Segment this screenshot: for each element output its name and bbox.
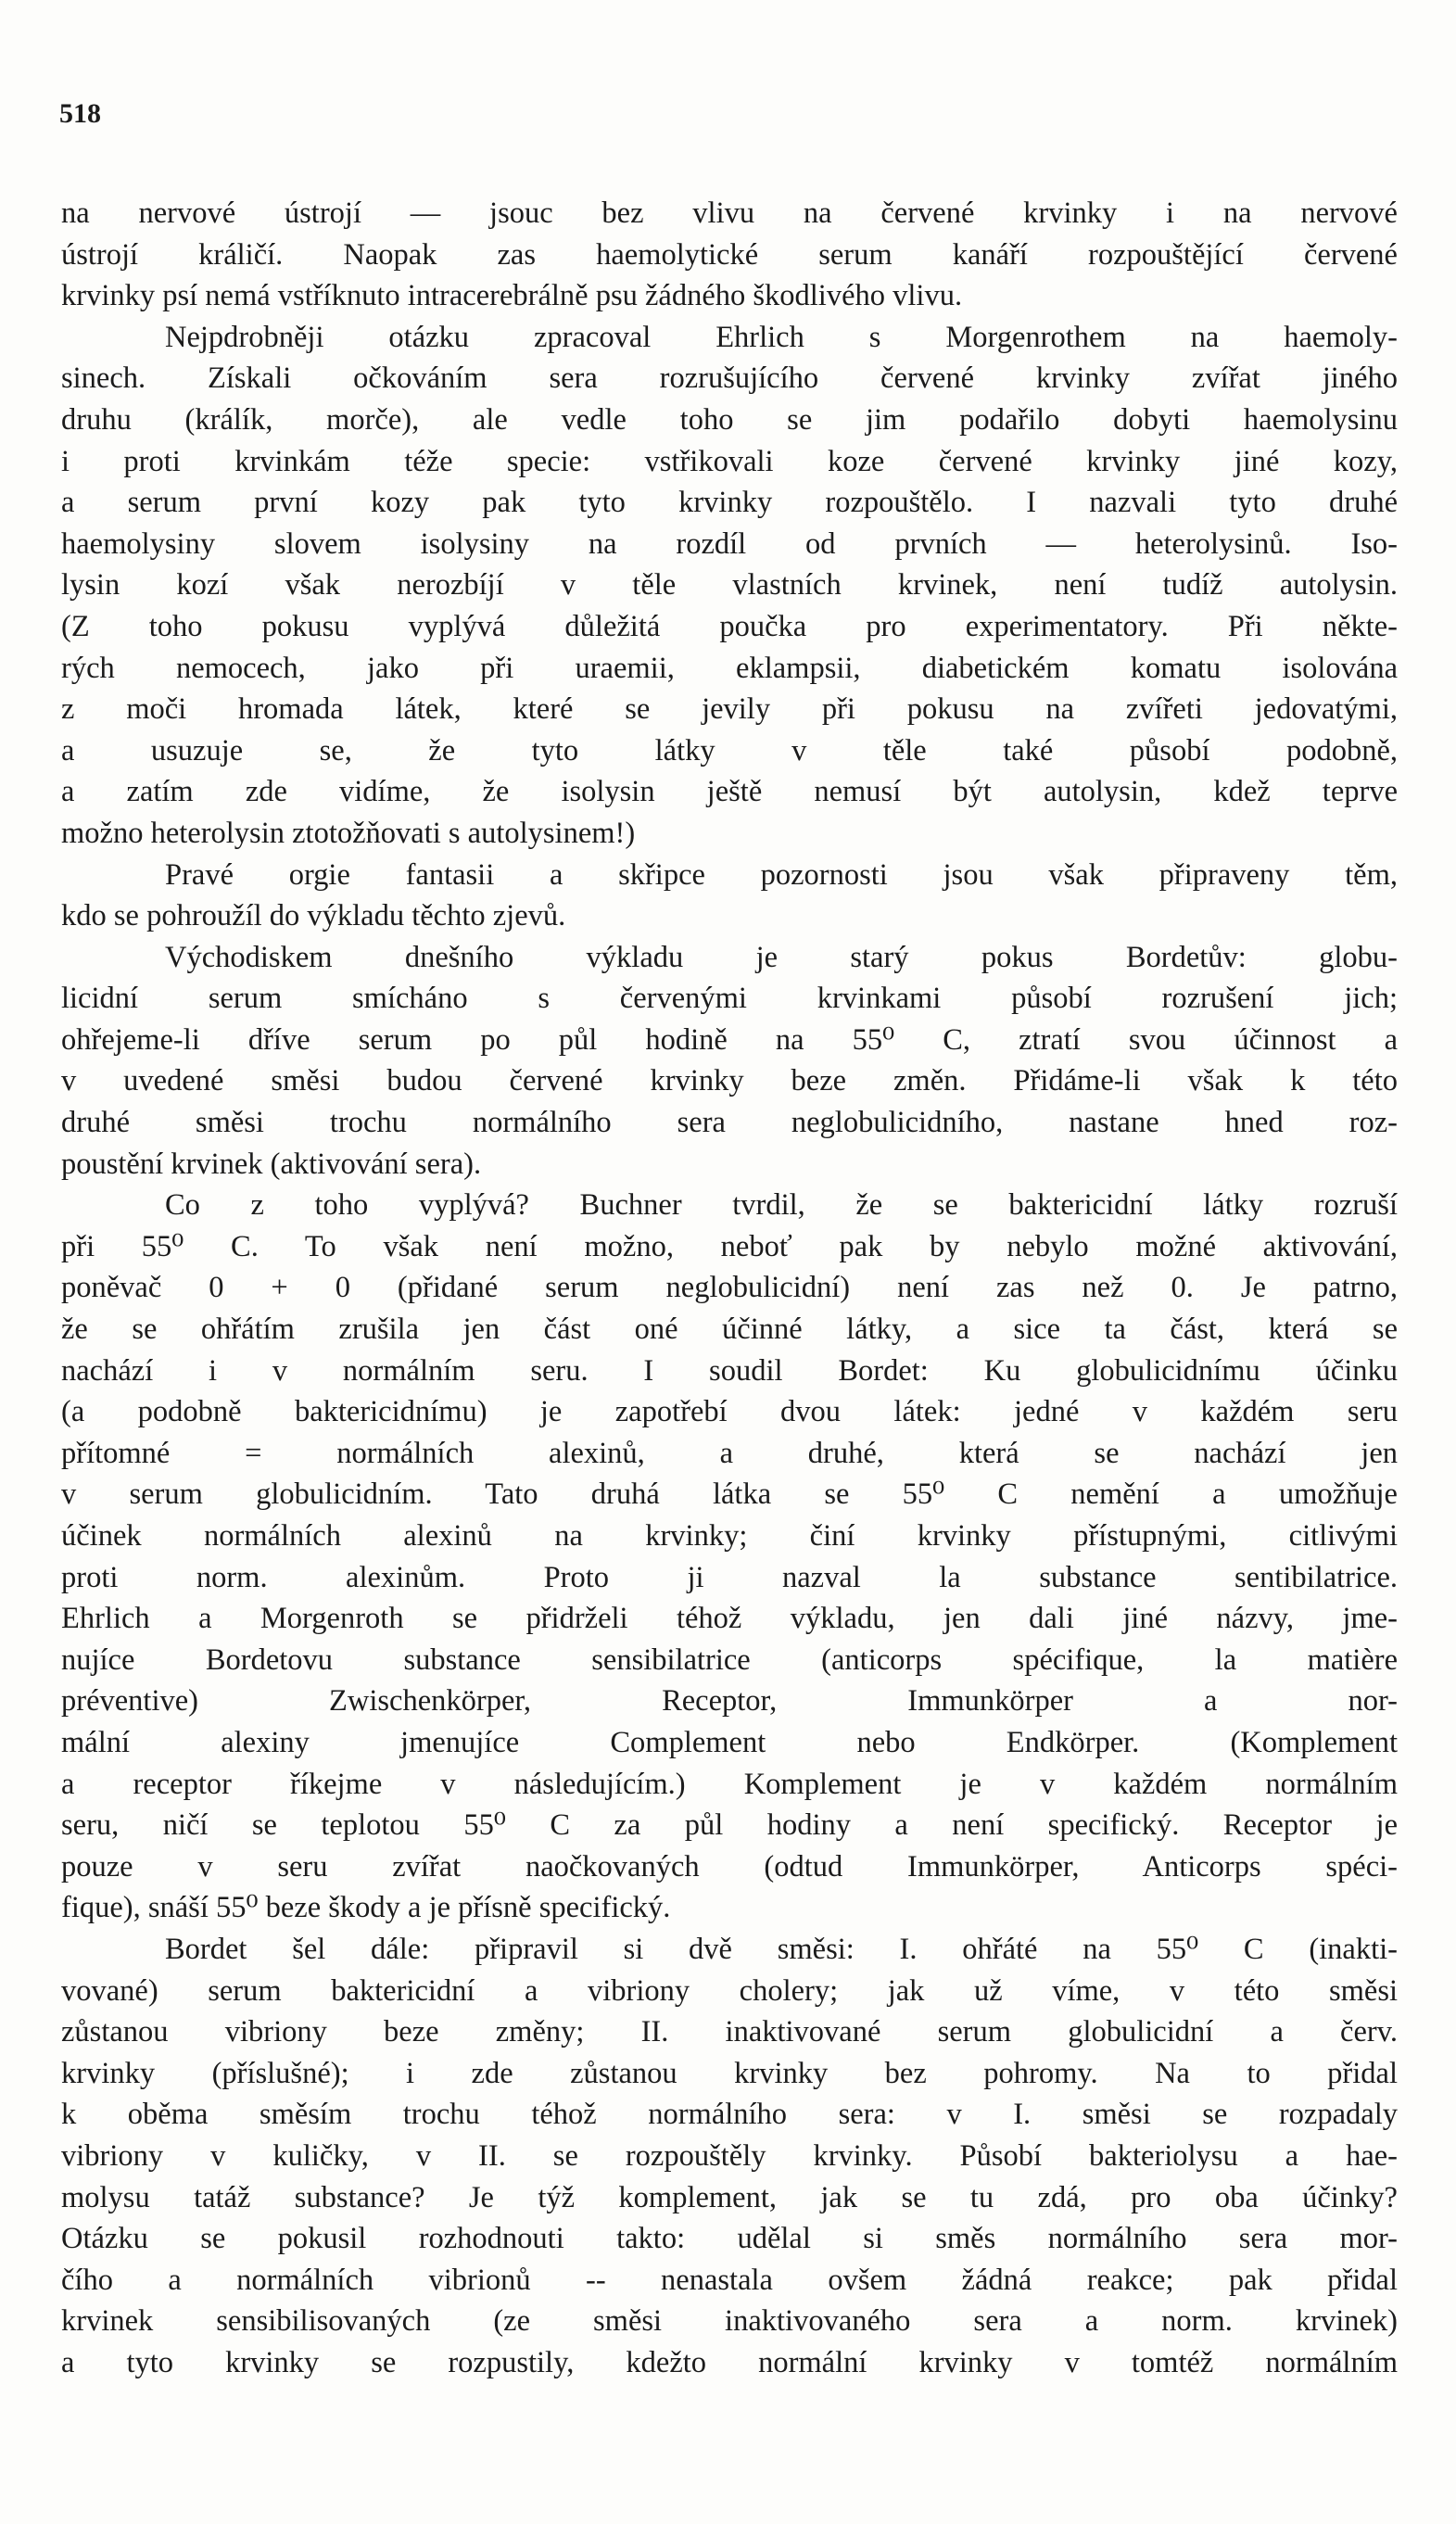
text-line: že se ohřátím zrušila jen část oné účinné látky, a sice ta část, která se: [61, 1313, 1398, 1347]
text-line: krvinky psí nemá vstříknuto intracerebrálně psu žádného škodlivého vlivu.: [61, 279, 963, 313]
text-line: préventive) Zwischenkörper, Receptor, Immunkörper a nor-: [61, 1684, 1398, 1719]
text-line: a usuzuje se, že tyto látky v těle také působí podobně,: [61, 733, 1398, 767]
text-line: zůstanou vibriony beze změny; II. inaktivované serum globulicidní a červ.: [61, 2015, 1398, 2049]
text-line: poustění krvinek (aktivování sera).: [61, 1147, 482, 1181]
text-line: čího a normálních vibrionů -- nenastala ovšem žádná reakce; pak přidal: [61, 2263, 1398, 2297]
text-line: (Z toho pokusu vyplývá důležitá poučka pro experimentatory. Při někte-: [61, 609, 1398, 643]
text-line: vibriony v kuličky, v II. se rozpouštěly krvinky. Působí bakteriolysu a hae-: [61, 2138, 1398, 2173]
text-line: Východiskem dnešního výkladu je starý pokus Bordetův: globu-: [165, 940, 1398, 974]
text-line: možno heterolysin ztotožňovati s autolysinem!): [61, 816, 636, 850]
text-line: Pravé orgie fantasii a skřipce pozornosti jsou však připraveny těm,: [165, 857, 1398, 892]
text-line: účinek normálních alexinů na krvinky; činí krvinky přístupnými, citlivými: [61, 1519, 1398, 1553]
text-line: ústrojí králičí. Naopak zas haemolytické serum kanáří rozpouštějící červené: [61, 237, 1398, 272]
text-line: krvinek sensibilisovaných (ze směsi inaktivovaného sera a norm. krvinek): [61, 2304, 1398, 2339]
text-line: přítomné = normálních alexinů, a druhé, která se nachází jen: [61, 1436, 1398, 1470]
text-line: druhu (králík, morče), ale vedle toho se jim podařilo dobyti haemolysinu: [61, 402, 1398, 437]
text-line: v uvedené směsi budou červené krvinky beze změn. Přidáme-li však k této: [61, 1064, 1398, 1098]
text-line: proti norm. alexinům. Proto ji nazval la substance sentibilatrice.: [61, 1560, 1398, 1594]
text-line: a receptor říkejme v následujícím.) Komplement je v každém normálním: [61, 1767, 1398, 1801]
text-line: licidní serum smícháno s červenými krvinkami působí rozrušení jich;: [61, 982, 1398, 1016]
text-line: Bordet šel dále: připravil si dvě směsi: I. ohřáté na 55⁰ C (inakti-: [165, 1932, 1398, 1966]
text-line: a zatím zde vidíme, že isolysin ještě nemusí být autolysin, kdež teprve: [61, 775, 1398, 809]
text-line: molysu tatáž substance? Je týž komplement, jak se tu zdá, pro oba účinky?: [61, 2180, 1398, 2214]
page-number: 518: [59, 98, 101, 129]
text-line: lysin kozí však nerozbíjí v těle vlastních krvinek, není tudíž autolysin.: [61, 568, 1398, 602]
text-line: ohřejeme-li dříve serum po půl hodině na 55⁰ C, ztratí svou účinnost a: [61, 1022, 1398, 1057]
text-line: z moči hromada látek, které se jevily při pokusu na zvířeti jedovatými,: [61, 692, 1398, 727]
text-line: mální alexiny jmenujíce Complement nebo Endkörper. (Komplement: [61, 1725, 1398, 1759]
text-line: nachází i v normálním seru. I soudil Bordet: Ku globulicidnímu účinku: [61, 1353, 1398, 1388]
text-line: vované) serum baktericidní a vibriony cholery; jak už víme, v této směsi: [61, 1973, 1398, 2008]
text-line: rých nemocech, jako při uraemii, eklampsii, diabetickém komatu isolována: [61, 651, 1398, 685]
text-line: seru, ničí se teplotou 55⁰ C za půl hodiny a není specifický. Receptor je: [61, 1808, 1398, 1843]
body-text: [61, 193, 1398, 2383]
text-line: fique), snáší 55⁰ beze škody a je přísně specifický.: [61, 1891, 671, 1925]
text-line: na nervové ústrojí — jsouc bez vlivu na červené krvinky i na nervové: [61, 197, 1398, 230]
text-line: haemolysiny slovem isolysiny na rozdíl od prvních — heterolysinů. Iso-: [61, 526, 1398, 561]
text-line: a serum první kozy pak tyto krvinky rozpouštělo. I nazvali tyto druhé: [61, 486, 1398, 520]
text-line: druhé směsi trochu normálního sera neglobulicidního, nastane hned roz-: [61, 1106, 1398, 1140]
text-line: Otázku se pokusil rozhodnouti takto: udělal si směs normálního sera mor-: [61, 2222, 1398, 2256]
text-line: k oběma směsím trochu téhož normálního sera: v I. směsi se rozpadaly: [61, 2098, 1398, 2132]
text-line: nujíce Bordetovu substance sensibilatrice (anticorps spécifique, la matière: [61, 1643, 1398, 1677]
text-line: v serum globulicidním. Tato druhá látka se 55⁰ C nemění a umožňuje: [61, 1478, 1398, 1512]
text-line: (a podobně baktericidnímu) je zapotřebí dvou látek: jedné v každém seru: [61, 1395, 1398, 1429]
text-line: Nejpdrobněji otázku zpracoval Ehrlich s Morgenrothem na haemoly-: [165, 320, 1398, 354]
text-line: při 55⁰ C. To však není možno, neboť pak by nebylo možné aktivování,: [61, 1229, 1398, 1263]
text-line: krvinky (příslušné); i zde zůstanou krvinky bez pohromy. Na to přidal: [61, 2056, 1398, 2090]
text-line: pouze v seru zvířat naočkovaných (odtud Immunkörper, Anticorps spéci-: [61, 1849, 1398, 1883]
text-line: kdo se pohroužíl do výkladu těchto zjevů.: [61, 899, 566, 933]
text-line: i proti krvinkám téže specie: vstřikovali koze červené krvinky jiné kozy,: [61, 444, 1398, 478]
text-line: a tyto krvinky se rozpustily, kdežto normální krvinky v tomtéž normálním: [61, 2345, 1398, 2379]
text-line: poněvač 0 + 0 (přidané serum neglobulicidní) není zas než 0. Je patrno,: [61, 1271, 1398, 1305]
text-line: Ehrlich a Morgenroth se přidrželi téhož výkladu, jen dali jiné názvy, jme-: [61, 1602, 1398, 1636]
text-line: Co z toho vyplývá? Buchner tvrdil, že se baktericidní látky rozruší: [165, 1188, 1398, 1223]
text-line: sinech. Získali očkováním sera rozrušujícího červené krvinky zvířat jiného: [61, 361, 1398, 396]
